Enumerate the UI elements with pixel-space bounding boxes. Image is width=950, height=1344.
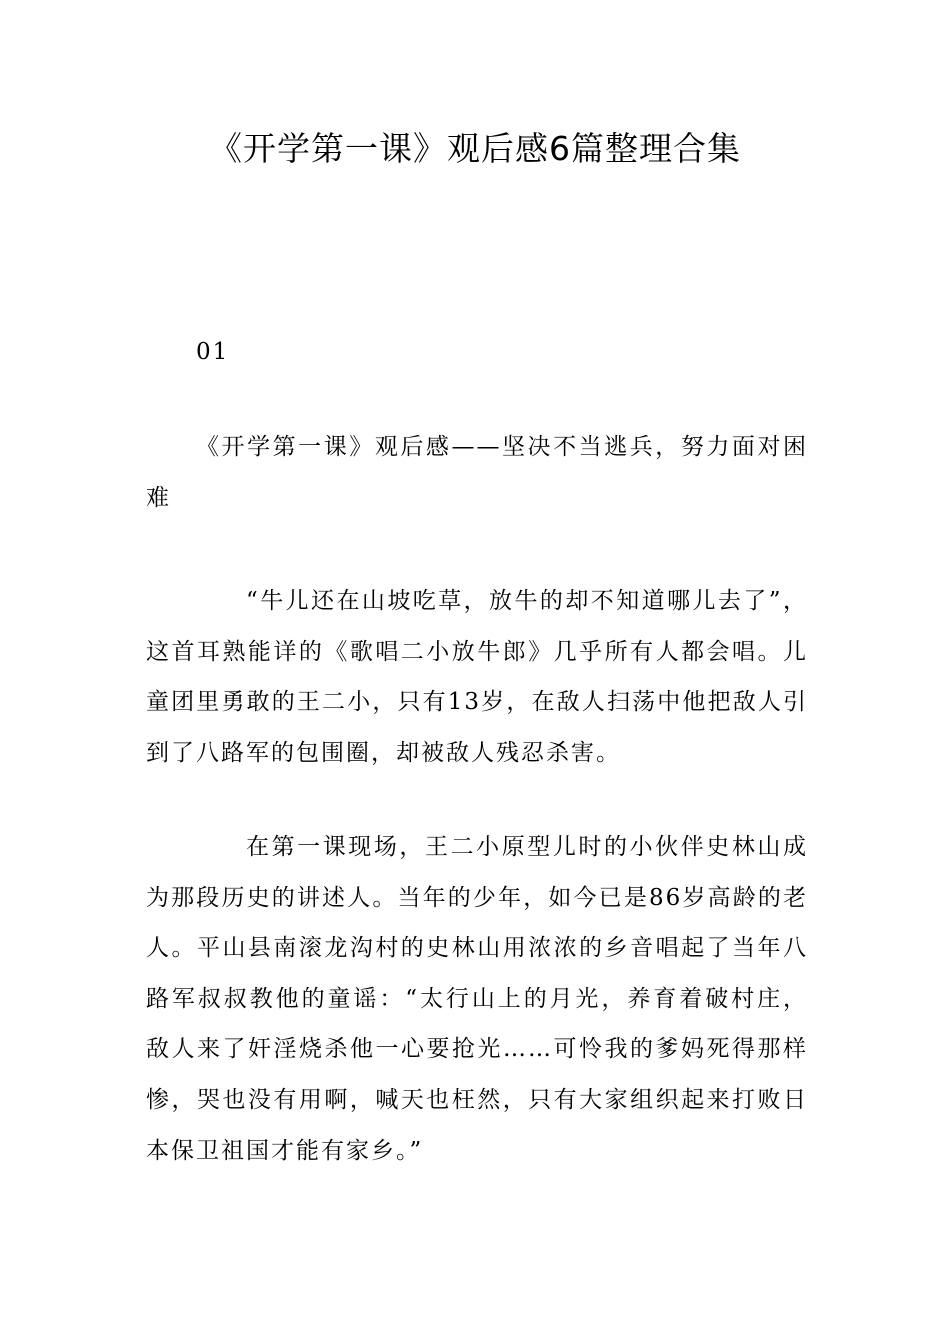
paragraph-wang-erxiao: “牛儿还在山坡吃草，放牛的却不知道哪儿去了”，这首耳熟能详的《歌唱二小放牛郎》几乎所有人都会唱。儿童团里勇敢的王二小，只有13岁，在敌人扫荡中他把敌人引到了八路军的包围圈，却被敌人残忍杀害。 [146, 588, 808, 766]
section-number: 01 [196, 339, 230, 365]
document-title: 《开学第一课》观后感6篇整理合集 [209, 129, 741, 168]
section-subtitle: 《开学第一课》观后感——坚决不当逃兵，努力面对困难 [146, 434, 808, 511]
paragraph-shi-linshan: 在第一课现场，王二小原型儿时的小伙伴史林山成为那段历史的讲述人。当年的少年，如今已是86岁高龄的老人。平山县南滚龙沟村的史林山用浓浓的乡音唱起了当年八路军叔叔教他的童谣：“太行山上的月光，养育着破村庄，敌人来了奸淫烧杀他一心要抢光……可怜我的爹妈死得那样惨，哭也没有用啊，喊天也枉然，只有大家组织起来打败日本保卫祖国才能有家乡。” [146, 834, 808, 1164]
